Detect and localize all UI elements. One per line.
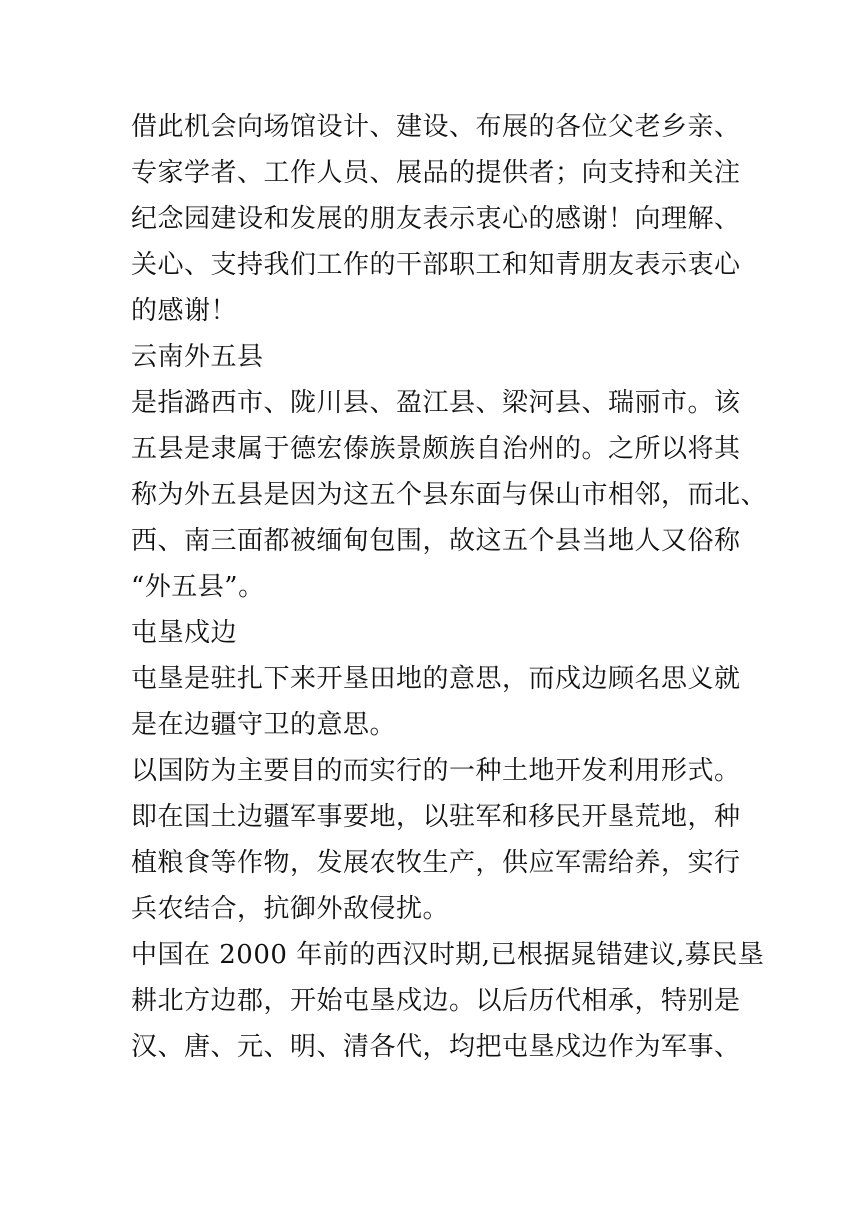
document-body [131,104,768,1070]
text-line: 屯垦是驻扎下来开垦田地的意思，而戍边顾名思义就 [131,664,741,694]
text-line: 五县是隶属于德宏傣族景颇族自治州的。之所以将其 [131,434,741,464]
text-line: 植粮食等作物，发展农牧生产，供应军需给养，实行 [131,848,741,878]
text-line: 专家学者、工作人员、展品的提供者；向支持和关注 [131,158,741,188]
text-line: 纪念园建设和发展的朋友表示衷心的感谢！向理解、 [131,204,741,234]
section-heading: 云南外五县 [131,342,264,372]
text-line: 是在边疆守卫的意思。 [131,710,397,740]
text-line: 是指潞西市、陇川县、盈江县、梁河县、瑞丽市。该 [131,388,741,418]
text-line: 兵农结合，抗御外敌侵扰。 [131,894,450,924]
text-line: 西、南三面都被缅甸包围，故这五个县当地人又俗称 [131,526,741,556]
text-line: “外五县”。 [131,572,265,602]
text-line: 称为外五县是因为这五个县东面与保山市相邻，而北、 [131,480,768,510]
text-line: 的感谢！ [131,296,238,326]
text-line: 关心、支持我们工作的干部职工和知青朋友表示衷心 [131,250,741,280]
text-line: 汉、唐、元、明、清各代，均把屯垦戍边作为军事、 [131,1032,741,1062]
section-heading: 屯垦戍边 [131,618,238,648]
text-line: 借此机会向场馆设计、建设、布展的各位父老乡亲、 [131,112,741,142]
text-line: 耕北方边郡，开始屯垦戍边。以后历代相承，特别是 [131,986,741,1016]
text-line: 以国防为主要目的而实行的一种土地开发利用形式。 [131,756,741,786]
text-line: 中国在 2000 年前的西汉时期,已根据晁错建议,募民垦 [131,940,765,970]
text-line: 即在国土边疆军事要地，以驻军和移民开垦荒地，种 [131,802,741,832]
